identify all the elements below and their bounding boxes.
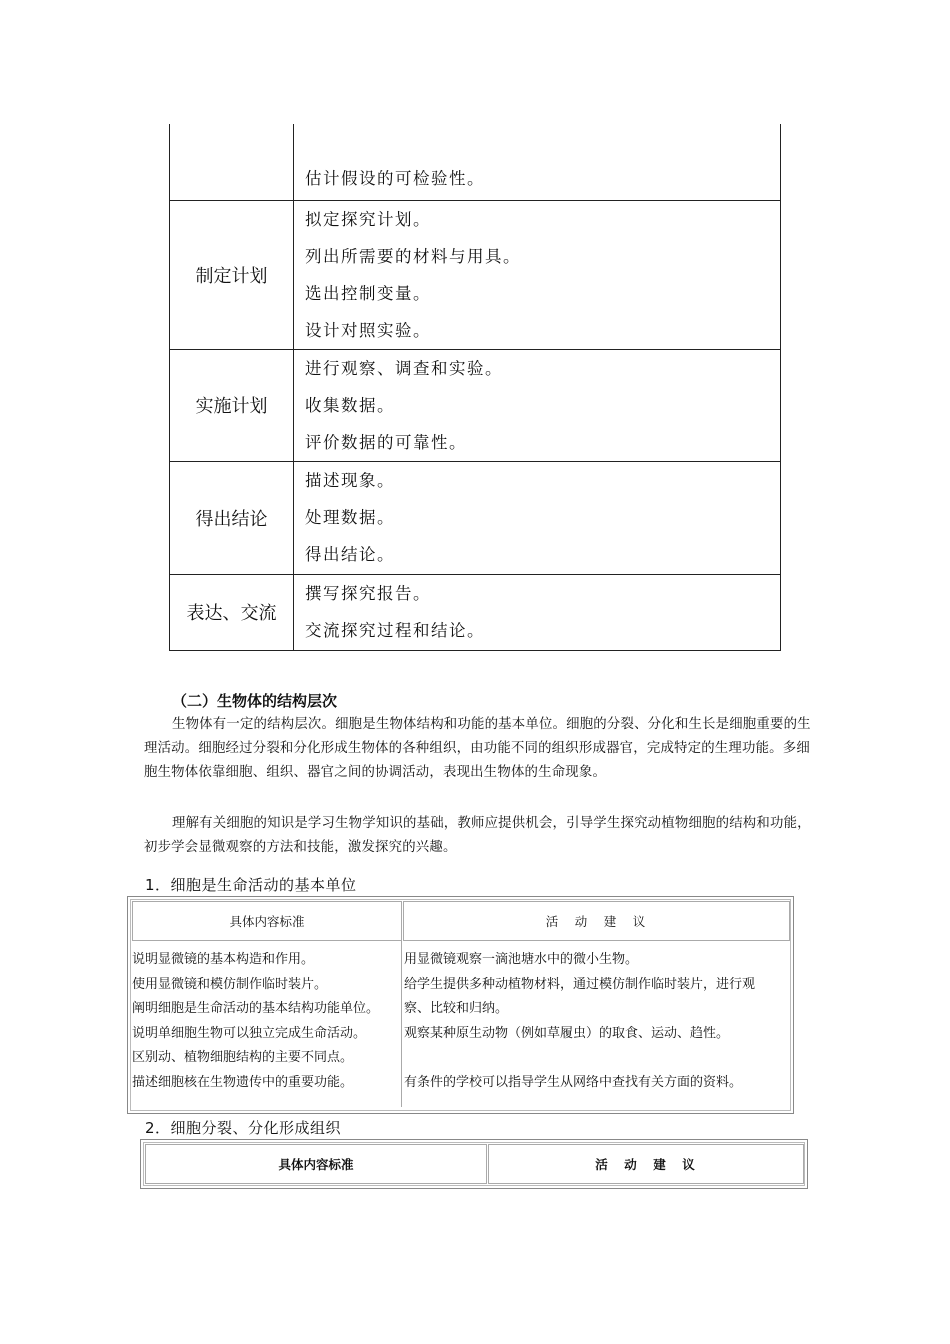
standards-table-1 — [127, 896, 794, 1114]
column-divider — [401, 901, 402, 1107]
table1-title: 1．细胞是生命活动的基本单位 — [145, 876, 357, 894]
content-standard: 区别动、植物细胞结构的主要不同点。 — [132, 1050, 354, 1065]
content-standard: 说明单细胞生物可以独立完成生命活动。 — [132, 1025, 367, 1041]
table-row — [170, 200, 781, 349]
table1-header-right: 活 动 建 议 — [403, 901, 790, 941]
activity-suggestion: 给学生提供多种动植物材料，通过模仿制作临时装片，进行观 — [404, 976, 756, 992]
stage-item: 列出所需要的材料与用具。 — [305, 246, 521, 266]
stage-item: 交流探究过程和结论。 — [305, 621, 485, 640]
activity-suggestion — [404, 1046, 755, 1071]
stage-cell: 表达、交流 — [170, 574, 294, 650]
standards-table-2 — [140, 1139, 808, 1189]
activity-suggestion: 观察某种原生动物（例如草履虫）的取食、运动、趋性。 — [404, 1025, 730, 1041]
stage-item: 收集数据。 — [305, 395, 395, 415]
stage-cell: 得出结论 — [170, 461, 294, 574]
table-row — [170, 124, 781, 200]
stage-item: 描述现象。 — [305, 471, 395, 490]
paragraph: 理解有关细胞的知识是学习生物学知识的基础，教师应提供机会，引导学生探究动植物细胞的结构和功能，初步学会显微观察的方法和技能，激发探究的兴趣。 — [144, 816, 811, 855]
stage-cell: 实施计划 — [170, 349, 294, 461]
stage-item: 撰写探究报告。 — [305, 584, 431, 603]
activity-suggestion: 用显微镜观察一滴池塘水中的微小生物。 — [404, 952, 639, 967]
activity-suggestion: 有条件的学校可以指导学生从网络中查找有关方面的资料。 — [404, 1074, 743, 1090]
inquiry-process-table — [169, 124, 781, 651]
table-row — [170, 349, 781, 461]
stage-item: 评价数据的可靠性。 — [305, 432, 467, 452]
content-standard: 描述细胞核在生物遗传中的重要功能。 — [132, 1074, 354, 1090]
stage-item: 得出结论。 — [305, 545, 395, 564]
table2-title: 2．细胞分裂、分化形成组织 — [145, 1119, 342, 1137]
paragraph: 生物体有一定的结构层次。细胞是生物体结构和功能的基本单位。细胞的分裂、分化和生长是细胞重要的生理活动。细胞经过分裂和分化形成生物体的各种组织，由功能不同的组织形成器官，完成特定的生理功能。多细胞生物体依靠细胞、组织、器官之间的协调活动，表现出生物体的生命现象。 — [144, 717, 811, 780]
stage-item: 设计对照实验。 — [305, 320, 431, 340]
table-row — [170, 461, 781, 574]
stage-cell: 制定计划 — [170, 200, 294, 349]
table2-header-right: 活 动 建 议 — [488, 1144, 804, 1184]
content-standard: 说明显微镜的基本构造和作用。 — [132, 952, 315, 967]
table2-header-left: 具体内容标准 — [145, 1144, 487, 1184]
activity-suggestion: 察、比较和归纳。 — [404, 1001, 509, 1016]
stage-item: 选出控制变量。 — [305, 283, 431, 303]
stage-item: 估计假设的可检验性。 — [305, 168, 485, 188]
stage-cell — [170, 124, 294, 200]
table-row — [170, 574, 781, 650]
stage-item: 拟定探究计划。 — [305, 209, 431, 229]
stage-item: 进行观察、调查和实验。 — [305, 358, 503, 378]
table1-left-column — [132, 948, 379, 1095]
table1-header-left: 具体内容标准 — [132, 901, 402, 941]
content-standard: 阐明细胞是生命活动的基本结构功能单位。 — [132, 1001, 380, 1016]
stage-item: 处理数据。 — [305, 508, 395, 527]
section-title: （二）生物体的结构层次 — [172, 692, 338, 710]
content-standard: 使用显微镜和模仿制作临时装片。 — [132, 976, 328, 992]
table1-right-column — [404, 948, 755, 1095]
